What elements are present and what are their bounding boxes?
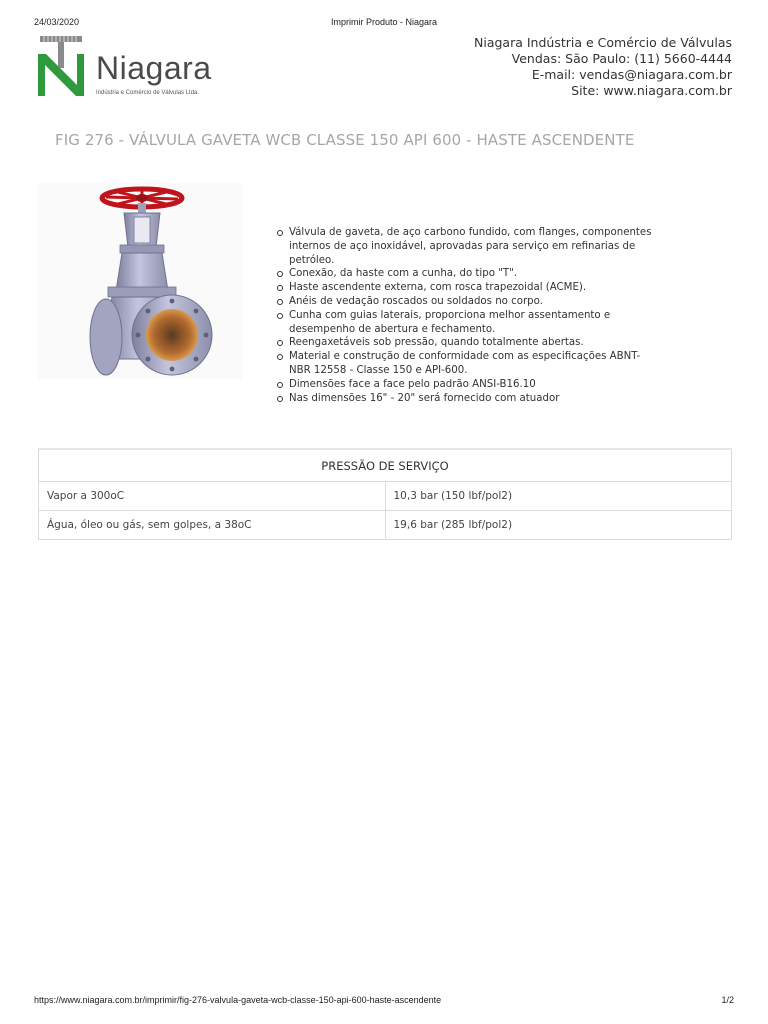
feature-item: Conexão, da haste com a cunha, do tipo "T". — [276, 267, 660, 281]
feature-item: Cunha com guias laterais, proporciona melhor assentamento e desempenho de abertura e fechamento. — [276, 309, 660, 337]
table-header-row — [39, 449, 732, 482]
niagara-logo[interactable] — [36, 34, 236, 100]
feature-item: Válvula de gaveta, de aço carbono fundido, com flanges, componentes internos de aço inoxidável, aprovadas para serviço em refinarias de petróleo. — [276, 226, 660, 267]
table-row — [39, 511, 732, 540]
product-image — [38, 183, 242, 379]
company-site: Site: www.niagara.com.br — [571, 83, 732, 98]
table-cell-pressure: 19,6 bar (285 lbf/pol2) — [385, 511, 732, 540]
company-sales-phone: Vendas: São Paulo: (11) 5660-4444 — [511, 51, 732, 66]
feature-item: Reengaxetáveis sob pressão, quando totalmente abertas. — [276, 336, 660, 350]
logo-subtitle: Indústria e Comércio de Válvulas Ltda. — [96, 90, 200, 96]
table-cell-condition: Água, óleo ou gás, sem golpes, a 38oC — [39, 511, 386, 540]
print-url: https://www.niagara.com.br/imprimir/fig-276-valvula-gaveta-wcb-classe-150-api-600-haste-ascendente — [34, 995, 442, 1005]
feature-item: Nas dimensões 16" - 20" será fornecido com atuador — [276, 392, 660, 406]
feature-item: Material e construção de conformidade com as especificações ABNT-NBR 12558 - Classe 150 e API-600. — [276, 350, 660, 378]
company-contact — [474, 35, 732, 99]
table-header: PRESSÃO DE SERVIÇO — [39, 449, 732, 482]
pressure-table — [38, 448, 732, 540]
print-page-title: Imprimir Produto - Niagara — [330, 17, 438, 27]
print-header — [0, 17, 768, 31]
feature-item: Haste ascendente externa, com rosca trapezoidal (ACME). — [276, 281, 660, 295]
company-email: E-mail: vendas@niagara.com.br — [531, 67, 732, 82]
logo-wordmark: Niagara — [96, 50, 212, 86]
table-cell-condition: Vapor a 300oC — [39, 482, 386, 511]
feature-item: Dimensões face a face pelo padrão ANSI-B16.10 — [276, 378, 660, 392]
table-row — [39, 482, 732, 511]
product-title: FIG 276 - VÁLVULA GAVETA WCB CLASSE 150 API 600 - HASTE ASCENDENTE — [55, 131, 635, 149]
company-name: Niagara Indústria e Comércio de Válvulas — [474, 35, 732, 50]
feature-item: Anéis de vedação roscados ou soldados no corpo. — [276, 295, 660, 309]
gate-valve-icon — [38, 183, 242, 379]
table-cell-pressure: 10,3 bar (150 lbf/pol2) — [385, 482, 732, 511]
print-page-number: 1/2 — [721, 995, 734, 1005]
product-features — [276, 226, 660, 405]
niagara-logo-mark-icon — [36, 34, 92, 98]
pressure-table-container — [38, 448, 732, 540]
print-date: 24/03/2020 — [34, 17, 80, 27]
